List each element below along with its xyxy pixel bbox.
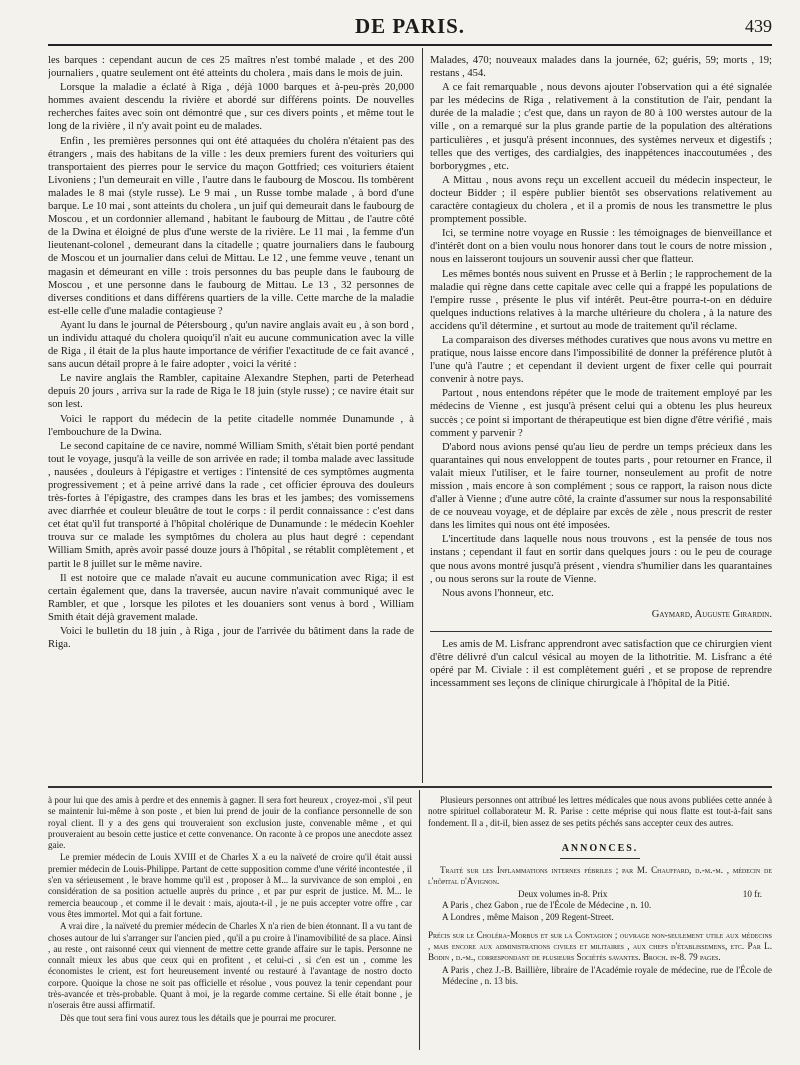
ad-volumes: Deux volumes in-8. Prix — [518, 888, 608, 899]
paragraph: Le second capitaine de ce navire, nommé William Smith, s'était bien porté pendant tout le voyage, jusqu'à la veille de son arrivée en rade; il tomba malade avec lassitude , nausées , douleurs à l'épigastre et vertiges : l'intensité de ces symptômes augmenta progressivement ; et à peine arrivé dans la rade , cet officier éprouva des douleurs très-fortes à l'épigastre, des crampes dans les bras et les jambes; des vomissemens avec diarrhée et couleur bleuâtre de tout le corps : il perdit connaissance : c'est dans cet état qu'il fut transporté à l'hôpital cholérique de Dunamunde : le médecin Koehler trouva sur ce malade les symptômes du cholera au plus haut degré : cependant William Smith, après avoir passé douze jours à l'hôpital , se rétablit complètement , et partit le 8 juillet sur le même navire. — [48, 440, 414, 570]
paragraph: Malades, 470; nouveaux malades dans la journée, 62; guéris, 59; morts , 19; restans , 454. — [430, 55, 772, 80]
paragraph: Ici, se termine notre voyage en Russie : les témoignages de bienveillance et d'intérêt dont on a bien voulu nous honorer dans tout le cours de notre mission , nous en laisseront toujours un souvenir aussi cher que flatteur. — [430, 228, 772, 266]
paragraph: Voici le bulletin du 18 juin , à Riga , jour de l'arrivée du bâtiment dans la rade de Riga. — [48, 626, 414, 651]
paragraph: Plusieurs personnes ont attribué les lettres médicales que nous avons publiées cette année à notre spirituel collaborateur M. R. Parise : cette méprise qui nous flatte est tout-à-fait sans fondement. Il a , dit-il, bien assez de ses petits péchés sans accepter ceux des autres. — [428, 795, 772, 828]
paragraph: A Mittau , nous avons reçu un excellent accueil du médecin inspecteur, le docteur Bidder ; il espère publier bientôt ses observations relativement au caractère contagieux du cholera , et il a promis de nous les transmettre le plus promptement possible. — [430, 174, 772, 226]
signature: Gaymard, Auguste Girardin. — [651, 608, 772, 620]
ad-address: A Paris , chez Gabon , rue de l'École de Médecine , n. 10. — [442, 900, 652, 911]
paragraph: A vrai dire , la naïveté du premier médecin de Charles X n'a rien de bien étonnant. Il a vu tant de choses autour de lui s'arranger sur l'ancien pied , qu'il a pu croire à l'inamovibilité de sa place. Ainsi , au reste , ont raisonné ceux qui viennent de mettre cette grande affaire sur le tapis. Personne ne connaît mieux les abus que ceux qui en profitent , et celui-ci , si c'en est un , comme les économistes le crient, est fort heureusement inventé ou restauré à l'avantage de nostro docto corpore. Quoique la chose ne soit pas officielle et résolue , vous pouvez la tenir cependant pour très-avancée et très-probable. Quant à moi, je la regarde comme certaine. Si elle était bonne , je n'oserais être aussi affirmatif. — [48, 921, 412, 1011]
column-divider — [422, 48, 423, 783]
ad-address: A Londres , même Maison , 209 Regent-Street. — [442, 912, 614, 923]
paragraph: L'incertitude dans laquelle nous nous trouvons , est la pensée de tous nos instans ; cependant il faut en sortir dans quelques jours : ou le peu de courage que nous avons montré jusqu'à présent , viendra s'humilier dans les quarantaines , ou nous serons sur la route de Vienne. — [430, 534, 772, 585]
ad-price-line — [428, 889, 772, 900]
feuilleton-rule — [48, 786, 772, 788]
right-column — [430, 54, 772, 784]
paragraph: Partout , nous entendons répéter que le mode de traitement employé par les médecins de Vienne , est jusqu'à présent celui qui a obtenu les plus heureux succès ; ce point si important de thérapeutique est bien digne d'être vérifié , mais comment y parvenir ? — [430, 388, 772, 439]
ad-price: 10 fr. — [742, 888, 762, 899]
paragraph: Il est notoire que ce malade n'avait eu aucune communication avec Riga; il est certain également que, dans la traversée, aucun navire n'avait communiqué avec le Rambler, et que , lorsque les pilotes et les douaniers sont venus à bord , William Smith était déjà gravement malade. — [48, 572, 414, 623]
page-number: 439 — [745, 16, 772, 36]
column-divider — [419, 790, 420, 1050]
paragraph: Le premier médecin de Louis XVIII et de Charles X a eu la naïveté de croire qu'il était aussi premier médecin de Louis-Philippe. Partant de cette supposition comme d'une vérité incontestée , il s'en va sérieusement , le brave homme qu'il est , proposer à M... la survivance de son emploi , en considération de sa position actuelle auprès du prince , et par pur esprit de justice. M. M... le remercia beaucoup , et comme il le devait : mais, ajouta-t-il , je ne puis accepter votre offre , car vous êtes immortel. Mot qui a fait fortune. — [48, 852, 412, 919]
paragraph: Lorsque la maladie a éclaté à Riga , déjà 1000 barques et à-peu-près 20,000 hommes avaient descendu la rivière et abordé sur différens points. De nouvelles recherches faites avec soin ont démontré que , sur ces divers points , et même tout le long de la rivière , il n'y avait point eu de malades. — [48, 82, 414, 133]
paragraph: Le navire anglais the Rambler, capitaine Alexandre Stephen, parti de Peterhead depuis 20 jours , arriva sur la rade de Riga le 18 juin (style russe) ; ce navire était sur son lest. — [48, 373, 414, 411]
announcements-heading: ANNONCES. — [561, 842, 639, 854]
paragraph: Enfin , les premières personnes qui ont été attaquées du choléra n'étaient pas des étrangers , mais des habitans de la ville : les deux premiers furent des voituriers qui transportaient des pierres pour le service du maçon Gottfried; ces voituriers étaient Livoniens ; l'un demeurait en ville , l'autre dans le faubourg de Moscou. Ils tombèrent malades le 8 mai (style russe). Le 9 mai , un Russe tombe malade , à bord d'une barque. Le 10 mai , sont atteints du cholera , un juif qui demeurait dans le faubourg de Moscou , et un cordonnier allemand , habitant le faubourg de Mittau , de l'autre côté de la Dwina et éloigné de plus d'une werste de la rivière. Le 11 mai , la femme d'un lieutenant-colonel , demeurant dans la citadelle ; quatre journaliers dans le faubourg de Moscou et un journalier dans celui de Mittau. Le 12 , une femme veuve , tenant un magasin et démeurant en ville : trois personnes du bas peuple dans le faubourg de Moscou , et une personne dans le faubourg de Mittau. Le 13 , 32 personnes de diverses conditions et dans différens quartiers de la ville. Cette marche de la maladie est-elle celle d'une maladie contagieuse ? — [48, 135, 414, 317]
feuilleton-column — [48, 795, 412, 1057]
paragraph: les barques : cependant aucun de ces 25 maîtres n'est tombé malade , et des 200 journaliers , quatre seulement ont été atteints du cholera , mais dans le mois de juin. — [48, 55, 414, 80]
paragraph: Voici le rapport du médecin de la petite citadelle nommée Dunamunde , à l'embouchure de la Dwina. — [48, 413, 414, 438]
paragraph: La comparaison des diverses méthodes curatives que nous avons vu mettre en pratique, nous laisse encore dans l'impossibilité de donner la préférence plutôt à l'une qu'à l'autre ; et cependant il devient urgent de fixer celle qui pourrait convenir à notre pays. — [430, 334, 772, 386]
paragraph: A ce fait remarquable , nous devons ajouter l'observation qui a été signalée par les médecins de Riga , relativement à la constitution de l'air, pendant la durée de la maladie ; c'est que, dans un rayon de 80 à 100 werstes autour de la ville , on a remarqué sur la plus grande partie de la population des altérations particulières , et jusqu'à présent inconnues, des systèmes nerveux et digestifs ; telles que des vertiges, des cardialgies, des inappétences inaccoutumées , des borborygmes , etc. — [430, 82, 772, 172]
announcements-column — [428, 795, 772, 1057]
ad-title: Traité sur les Inflammations internes fébriles ; par M. Chauffard, d.-m.-m. , médecin de l'hôpital d'Avignon. — [428, 865, 772, 887]
left-column — [48, 54, 414, 784]
paragraph: Dès que tout sera fini vous aurez tous les détails que je pourrai me procurer. — [60, 1012, 337, 1023]
section-rule — [430, 631, 772, 632]
paragraph: Nous avons l'honneur, etc. — [442, 587, 554, 599]
paragraph: à pour lui que des amis à perdre et des ennemis à gagner. Il sera fort heureux , croyez-moi , s'il peut se maintenir lui-même à son poste , et bien lui prend de jouir de la confiance personnelle de son royal client. Il y a des gens qui trouveraient son exclusion juste, convenable même , et qui prouveraient au besoin cette justice et cette convenance. On raconte à ce propos une anecdote assez gaie. — [48, 795, 412, 851]
running-title: DE PARIS. — [354, 14, 466, 38]
heading-rule — [560, 858, 640, 859]
paragraph: Ayant lu dans le journal de Pétersbourg , qu'un navire anglais avait eu , à son bord , un individu attaqué du cholera quoiqu'il n'ait eu aucune communication avec la ville de Riga , il était de la plus haute importance de vérifier l'exactitude de ce fait avancé , sans aucun détail propre à le faire adopter , voici la vérité : — [48, 319, 414, 371]
paragraph: Les mêmes bontés nous suivent en Prusse et à Berlin ; le rapprochement de la maladie qui règne dans cette capitale avec celle qui a frappé les populations de l'empire russe , présente le plus vif intérêt. Peut-être pourra-t-on en déduire quelques inductions relatives à la marche ultérieure du cholera , à la nature des accidens qu'il détermine , et surtout au mode de traitement qu'il réclame. — [430, 268, 772, 332]
ad-address: A Paris , chez J.-B. Baillière, libraire de l'Académie royale de médecine, rue de l'École de Médecine , n. 13 bis. — [442, 964, 772, 986]
page-header — [48, 14, 772, 46]
paragraph: D'abord nous avions pensé qu'au lieu de perdre un temps précieux dans les quarantaines qui nous enveloppent de toutes parts , pour retourner en France, il valait mieux l'utiliser, et le faire tourner, nonseulement au profit de notre mission , mais encore à son complément ; sous ce rapport, la raison nous dicte d'aller à Vienne ; d'une autre côté, la crainte d'assumer sur nous la responsabilité de ce nouveau voyage, et de déplaire par excès de zèle , nous prescrit de rester dans les limites qui nous ont été imposées. — [430, 441, 772, 532]
lisfranc-note: Les amis de M. Lisfranc apprendront avec satisfaction que ce chirurgien vient d'être délivré d'un calcul vésical au moyen de la lithotritie. M. Lisfranc a été opéré par M. Civiale : il est complètement guéri , et se propose de reprendre incessamment ses leçons de clinique chirurgicale à l'hôpital de la Pitié. — [430, 638, 772, 690]
ad-title: Précis sur le Choléra-Morbus et sur la Contagion ; ouvrage non-seulement utile aux médecins , mais encore aux administrations civiles et militaires , aux chefs d'établissemens, etc. Par L. Bodin , d.-m., correspondant de plusieurs Sociétés savantes. Broch. in-8. 79 pages. — [428, 929, 772, 963]
